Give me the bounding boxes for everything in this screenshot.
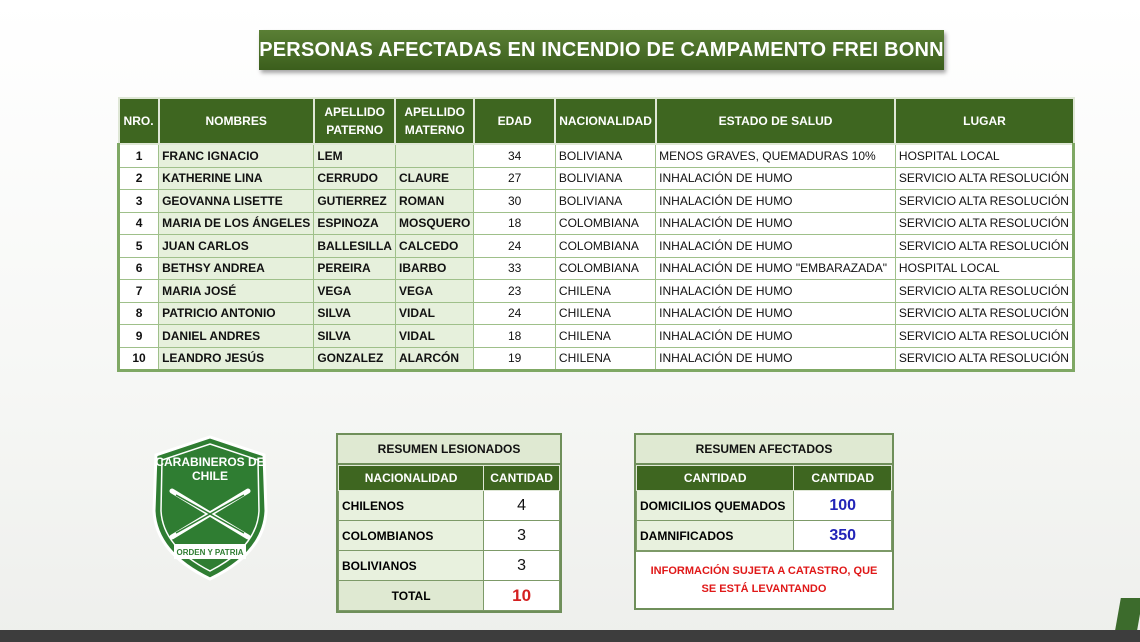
cell-nro: 9 [119, 325, 159, 348]
header-nombres: NOMBRES [159, 98, 314, 144]
catastro-note: INFORMACIÓN SUJETA A CATASTRO, QUE SE ESTÁ LEVANTANDO [636, 551, 892, 608]
cell-edad: 33 [474, 257, 556, 280]
resumen-lesionados-panel [336, 433, 562, 613]
lesionados-total-label: TOTAL [339, 581, 484, 611]
cell-edad: 30 [474, 190, 556, 213]
header-estado-salud: ESTADO DE SALUD [656, 98, 896, 144]
cell-nro: 3 [119, 190, 159, 213]
cell-nombres: BETHSY ANDREA [159, 257, 314, 280]
resumen-lesionados-table [338, 465, 560, 611]
resumen-afectados-col2: CANTIDAD [794, 466, 892, 491]
carabineros-logo [140, 433, 280, 583]
table-row [119, 257, 1074, 280]
table-row [119, 325, 1074, 348]
cell-apellido-materno: VIDAL [395, 302, 473, 325]
table-row [339, 581, 560, 611]
cell-lugar: HOSPITAL LOCAL [895, 144, 1073, 167]
table-row [119, 212, 1074, 235]
logo-text-line1: CARABINEROS DE [155, 455, 265, 469]
cell-nombres: KATHERINE LINA [159, 167, 314, 190]
lesionados-total-value: 10 [484, 581, 560, 611]
cell-lugar: SERVICIO ALTA RESOLUCIÓN [895, 302, 1073, 325]
resumen-lesionados-col1: NACIONALIDAD [339, 466, 484, 491]
cell-apellido-materno: CLAURE [395, 167, 473, 190]
cell-nombres: PATRICIO ANTONIO [159, 302, 314, 325]
cell-apellido-paterno: BALLESILLA [314, 235, 396, 258]
header-nro: NRO. [119, 98, 159, 144]
cell-apellido-paterno: ESPINOZA [314, 212, 396, 235]
cell-nombres: MARIA DE LOS ÁNGELES [159, 212, 314, 235]
cell-nombres: FRANC IGNACIO [159, 144, 314, 167]
cell-nro: 5 [119, 235, 159, 258]
cell-nombres: GEOVANNA LISETTE [159, 190, 314, 213]
header-apellido-paterno: APELLIDO PATERNO [314, 98, 396, 144]
cell-estado-salud: INHALACIÓN DE HUMO [656, 235, 896, 258]
table-row [637, 521, 892, 551]
header-lugar: LUGAR [895, 98, 1073, 144]
logo-text-line2: CHILE [192, 469, 228, 483]
table-row [119, 190, 1074, 213]
cell-estado-salud: INHALACIÓN DE HUMO [656, 190, 896, 213]
cell-estado-salud: INHALACIÓN DE HUMO "EMBARAZADA" [656, 257, 896, 280]
afectados-value: 100 [794, 491, 892, 521]
table-header-row [119, 98, 1074, 144]
cell-nro: 2 [119, 167, 159, 190]
cell-apellido-paterno: VEGA [314, 280, 396, 303]
cell-edad: 18 [474, 212, 556, 235]
cell-lugar: HOSPITAL LOCAL [895, 257, 1073, 280]
cell-apellido-paterno: GUTIERREZ [314, 190, 396, 213]
lesionados-label: CHILENOS [339, 491, 484, 521]
lesionados-value: 3 [484, 551, 560, 581]
resumen-afectados-panel [634, 433, 894, 610]
lesionados-value: 3 [484, 521, 560, 551]
cell-nacionalidad: COLOMBIANA [555, 212, 655, 235]
afectados-value: 350 [794, 521, 892, 551]
resumen-lesionados-title: RESUMEN LESIONADOS [338, 435, 560, 465]
cell-lugar: SERVICIO ALTA RESOLUCIÓN [895, 167, 1073, 190]
cell-nacionalidad: COLOMBIANA [555, 235, 655, 258]
cell-nacionalidad: BOLIVIANA [555, 167, 655, 190]
cell-lugar: SERVICIO ALTA RESOLUCIÓN [895, 325, 1073, 348]
cell-nacionalidad: BOLIVIANA [555, 190, 655, 213]
cell-lugar: SERVICIO ALTA RESOLUCIÓN [895, 280, 1073, 303]
header-edad: EDAD [474, 98, 556, 144]
header-apellido-materno: APELLIDO MATERNO [395, 98, 473, 144]
cell-lugar: SERVICIO ALTA RESOLUCIÓN [895, 212, 1073, 235]
cell-apellido-paterno: GONZALEZ [314, 347, 396, 371]
cell-apellido-materno: CALCEDO [395, 235, 473, 258]
table-row [119, 280, 1074, 303]
afectados-label: DOMICILIOS QUEMADOS [637, 491, 794, 521]
cell-apellido-materno: ROMAN [395, 190, 473, 213]
cell-edad: 27 [474, 167, 556, 190]
cell-edad: 24 [474, 235, 556, 258]
table-row [339, 521, 560, 551]
cell-apellido-materno: IBARBO [395, 257, 473, 280]
cell-apellido-materno: MOSQUERO [395, 212, 473, 235]
cell-apellido-paterno: CERRUDO [314, 167, 396, 190]
cell-apellido-materno: VEGA [395, 280, 473, 303]
cell-nro: 8 [119, 302, 159, 325]
cell-nacionalidad: COLOMBIANA [555, 257, 655, 280]
table-row [119, 144, 1074, 167]
table-row [339, 551, 560, 581]
cell-apellido-materno: VIDAL [395, 325, 473, 348]
table-row [119, 235, 1074, 258]
cell-nombres: MARIA JOSÉ [159, 280, 314, 303]
table-row [119, 167, 1074, 190]
cell-apellido-paterno: PEREIRA [314, 257, 396, 280]
cell-edad: 24 [474, 302, 556, 325]
table-row [339, 491, 560, 521]
cell-nombres: DANIEL ANDRES [159, 325, 314, 348]
cell-nacionalidad: CHILENA [555, 280, 655, 303]
cell-edad: 18 [474, 325, 556, 348]
cell-nro: 10 [119, 347, 159, 371]
table-row [119, 347, 1074, 371]
table-body [119, 144, 1074, 371]
resumen-lesionados-col2: CANTIDAD [484, 466, 560, 491]
table-row [637, 491, 892, 521]
cell-apellido-materno: ALARCÓN [395, 347, 473, 371]
lesionados-label: COLOMBIANOS [339, 521, 484, 551]
cell-apellido-materno [395, 144, 473, 167]
cell-nro: 4 [119, 212, 159, 235]
cell-edad: 23 [474, 280, 556, 303]
cell-nro: 1 [119, 144, 159, 167]
corner-decoration [1115, 598, 1140, 630]
cell-apellido-paterno: SILVA [314, 302, 396, 325]
cell-estado-salud: INHALACIÓN DE HUMO [656, 302, 896, 325]
cell-nacionalidad: BOLIVIANA [555, 144, 655, 167]
cell-nacionalidad: CHILENA [555, 347, 655, 371]
cell-nro: 6 [119, 257, 159, 280]
resumen-afectados-table [636, 465, 892, 551]
cell-estado-salud: INHALACIÓN DE HUMO [656, 347, 896, 371]
cell-nombres: LEANDRO JESÚS [159, 347, 314, 371]
bottom-edge [0, 630, 1140, 642]
cell-nacionalidad: CHILENA [555, 325, 655, 348]
cell-nacionalidad: CHILENA [555, 302, 655, 325]
afectados-label: DAMNIFICADOS [637, 521, 794, 551]
cell-estado-salud: INHALACIÓN DE HUMO [656, 167, 896, 190]
cell-nombres: JUAN CARLOS [159, 235, 314, 258]
table-row [119, 302, 1074, 325]
carabineros-shield-icon [140, 433, 280, 583]
cell-lugar: SERVICIO ALTA RESOLUCIÓN [895, 190, 1073, 213]
cell-estado-salud: INHALACIÓN DE HUMO [656, 325, 896, 348]
cell-apellido-paterno: LEM [314, 144, 396, 167]
header-nacionalidad: NACIONALIDAD [555, 98, 655, 144]
cell-estado-salud: INHALACIÓN DE HUMO [656, 212, 896, 235]
affected-persons-table [117, 97, 1075, 372]
cell-edad: 19 [474, 347, 556, 371]
cell-estado-salud: MENOS GRAVES, QUEMADURAS 10% [656, 144, 896, 167]
lesionados-label: BOLIVIANOS [339, 551, 484, 581]
cell-apellido-paterno: SILVA [314, 325, 396, 348]
logo-motto: ORDEN Y PATRIA [176, 548, 244, 557]
cell-estado-salud: INHALACIÓN DE HUMO [656, 280, 896, 303]
resumen-afectados-title: RESUMEN AFECTADOS [636, 435, 892, 465]
cell-nro: 7 [119, 280, 159, 303]
page-title: PERSONAS AFECTADAS EN INCENDIO DE CAMPAMENTO FREI BONN [259, 30, 944, 70]
lesionados-value: 4 [484, 491, 560, 521]
cell-lugar: SERVICIO ALTA RESOLUCIÓN [895, 235, 1073, 258]
cell-edad: 34 [474, 144, 556, 167]
cell-lugar: SERVICIO ALTA RESOLUCIÓN [895, 347, 1073, 371]
resumen-afectados-col1: CANTIDAD [637, 466, 794, 491]
